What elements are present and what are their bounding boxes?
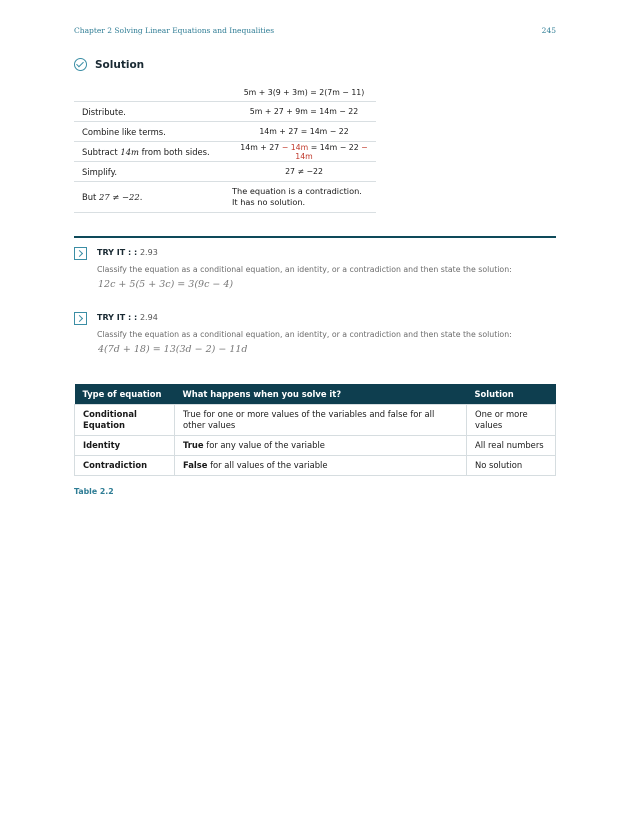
column-header: Type of equation [75,384,175,405]
what-happens-cell: True for any value of the variable [175,436,467,456]
equation-type-cell: Contradiction [75,456,175,476]
step-equation: 14m + 27 = 14m − 22 [232,122,376,142]
step-row [74,84,376,102]
table-row [75,436,556,456]
solution-cell: One or more values [467,405,556,436]
try-it-instruction: Classify the equation as a conditional equation, an identity, or a contradiction and then state the solution: [97,330,512,339]
table-row [75,456,556,476]
step-row [74,142,376,162]
chevron-right-icon [74,312,87,325]
step-equation: 5m + 3(9 + 3m) = 2(7m − 11) [232,84,376,102]
equation-type-cell: Conditional Equation [75,405,175,436]
solution-cell: All real numbers [467,436,556,456]
try-it-label: TRY IT : : 2.93 [97,248,158,257]
table-row [75,405,556,436]
solution-heading [74,58,144,71]
what-happens-cell: True for one or more values of the variables and false for all other values [175,405,467,436]
step-row [74,182,376,213]
step-equation: 14m + 27 − 14m = 14m − 22 − 14m [232,142,376,162]
what-happens-cell: False for all values of the variable [175,456,467,476]
step-label: Subtract 14m from both sides. [74,142,232,162]
section-divider [74,236,556,238]
step-label: But 27 ≠ −22. [74,182,232,213]
column-header: What happens when you solve it? [175,384,467,405]
solution-cell: No solution [467,456,556,476]
step-row [74,102,376,122]
solution-steps-table [74,84,376,213]
solution-title: Solution [95,58,145,71]
column-header: Solution [467,384,556,405]
step-equation: 5m + 27 + 9m = 14m − 22 [232,102,376,122]
chapter-header: Chapter 2 Solving Linear Equations and Inequalities [74,26,275,35]
step-label: Combine like terms. [74,122,232,142]
step-row [74,162,376,182]
chevron-right-icon [74,247,87,260]
page-number: 245 [541,26,556,35]
try-it-instruction: Classify the equation as a conditional equation, an identity, or a contradiction and then state the solution: [97,265,512,274]
equation-type-cell: Identity [75,436,175,456]
table-caption: Table 2.2 [74,487,114,496]
step-equation: 27 ≠ −22 [232,162,376,182]
step-row [74,122,376,142]
step-equation: The equation is a contradiction. It has no solution. [232,182,376,213]
check-circle-icon [74,58,87,71]
try-it-equation: 4(7d + 18) = 13(3d − 2) − 11d [98,344,248,355]
try-it-equation: 12c + 5(5 + 3c) = 3(9c − 4) [98,279,234,290]
try-it-label: TRY IT : : 2.94 [97,313,158,322]
step-label: Distribute. [74,102,232,122]
table-header-row [75,384,556,405]
step-label: Simplify. [74,162,232,182]
equation-types-table [74,384,556,476]
